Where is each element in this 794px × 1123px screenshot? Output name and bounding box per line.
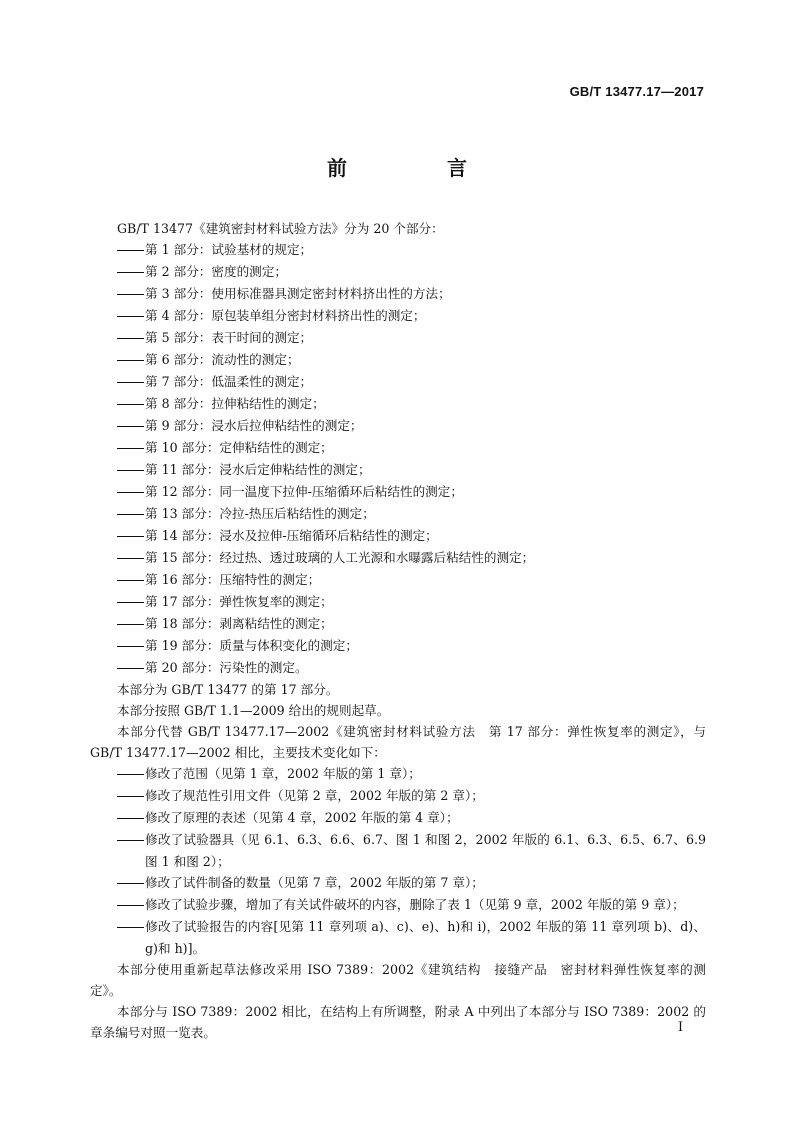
drafting-rules-paragraph: 本部分按照 GB/T 1.1—2009 给出的规则起草。 <box>117 703 390 718</box>
list-item-text: 第 5 部分：表干时间的测定； <box>145 330 313 345</box>
dash-marker <box>117 262 145 283</box>
intro-paragraph: GB/T 13477《建筑密封材料试验方法》分为 20 个部分： <box>117 221 444 236</box>
list-item-text: 修改了试验报告的内容[见第 11 章列项 a)、c)、e)、h)和 i)，2002 年版的第 11 章列项 b)、d)、g)和 h)]。 <box>145 919 706 956</box>
list-item <box>90 894 706 916</box>
list-item <box>90 327 706 349</box>
list-item-text: 第 9 部分：浸水后拉伸粘结性的测定； <box>145 418 363 433</box>
dash-marker <box>117 306 145 327</box>
part-statement-paragraph: 本部分为 GB/T 13477 的第 17 部分。 <box>117 682 339 697</box>
list-item <box>90 437 706 459</box>
list-item-text: 修改了试验器具（见 6.1、6.3、6.6、6.7、图 1 和图 2，2002 年版的 6.1、6.3、6.5、6.7、6.9 图 1 和图 2）； <box>145 832 706 869</box>
dash-marker <box>117 917 145 938</box>
dash-marker <box>117 570 145 591</box>
list-item-text: 第 12 部分：同一温度下拉伸-压缩循环后粘结性的测定； <box>145 484 463 499</box>
list-item-text: 第 1 部分：试验基材的规定； <box>145 242 313 257</box>
dash-marker <box>117 592 145 613</box>
dash-marker <box>117 284 145 305</box>
list-item-text: 第 10 部分：定伸粘结性的测定； <box>145 440 333 455</box>
list-item-text: 第 3 部分：使用标准器具测定密封材料挤出性的方法； <box>145 286 451 301</box>
parts-list <box>90 239 706 679</box>
dash-marker <box>117 482 145 503</box>
list-item-text: 第 8 部分：拉伸粘结性的测定； <box>145 396 325 411</box>
dash-marker <box>117 438 145 459</box>
changes-list <box>90 763 706 959</box>
dash-marker <box>117 764 145 785</box>
list-item <box>90 525 706 547</box>
dash-marker <box>117 786 145 807</box>
list-item <box>90 785 706 807</box>
list-item <box>90 613 706 635</box>
list-item-text: 第 6 部分：流动性的测定； <box>145 352 300 367</box>
dash-marker <box>117 895 145 916</box>
dash-marker <box>117 873 145 894</box>
list-item <box>90 239 706 261</box>
list-item <box>90 415 706 437</box>
list-item-text: 第 18 部分：剥离粘结性的测定； <box>145 616 333 631</box>
list-item <box>90 459 706 481</box>
dash-marker <box>117 460 145 481</box>
list-item <box>90 283 706 305</box>
dash-marker <box>117 614 145 635</box>
dash-marker <box>117 830 145 851</box>
list-item-text: 第 13 部分：冷拉-热压后粘结性的测定； <box>145 506 375 521</box>
list-item <box>90 547 706 569</box>
list-item-text: 第 4 部分：原包装单组分密封材料挤出性的测定； <box>145 308 426 323</box>
list-item <box>90 829 706 872</box>
list-item <box>90 763 706 785</box>
page-title: 前 言 <box>327 156 507 180</box>
dash-marker <box>117 416 145 437</box>
list-item <box>90 591 706 613</box>
list-item-text: 第 7 部分：低温柔性的测定； <box>145 374 313 389</box>
dash-marker <box>117 658 145 679</box>
dash-marker <box>117 504 145 525</box>
list-item-text: 第 19 部分：质量与体积变化的测定； <box>145 638 358 653</box>
list-item <box>90 657 706 679</box>
dash-marker <box>117 328 145 349</box>
iso-adoption-paragraph: 本部分使用重新起草法修改采用 ISO 7389：2002《建筑结构 接缝产品 密封材料弹性恢复率的测定》。 <box>90 962 706 998</box>
dash-marker <box>117 526 145 547</box>
dash-marker <box>117 808 145 829</box>
list-item <box>90 481 706 503</box>
list-item <box>90 349 706 371</box>
list-item-text: 修改了原理的表述（见第 4 章，2002 年版的第 4 章）； <box>145 810 459 825</box>
list-item <box>90 635 706 657</box>
list-item <box>90 261 706 283</box>
list-item <box>90 569 706 591</box>
page-number: I <box>678 1019 683 1034</box>
list-item-text: 修改了范围（见第 1 章，2002 年版的第 1 章）； <box>145 766 421 781</box>
list-item-text: 第 11 部分：浸水后定伸粘结性的测定； <box>145 462 371 477</box>
list-item <box>90 393 706 415</box>
document-body <box>90 218 706 1043</box>
list-item-text: 第 17 部分：弹性恢复率的测定； <box>145 594 333 609</box>
list-item <box>90 371 706 393</box>
list-item-text: 第 15 部分：经过热、透过玻璃的人工光源和水曝露后粘结性的测定； <box>145 550 535 565</box>
list-item-text: 修改了规范性引用文件（见第 2 章，2002 年版的第 2 章）； <box>145 788 484 803</box>
list-item-text: 第 20 部分：污染性的测定。 <box>145 660 308 675</box>
structure-paragraph: 本部分与 ISO 7389：2002 相比，在结构上有所调整，附录 A 中列出了本部分与 ISO 7389：2002 的章条编号对照一览表。 <box>90 1004 706 1040</box>
list-item <box>90 872 706 894</box>
replacement-paragraph: 本部分代替 GB/T 13477.17—2002《建筑密封材料试验方法 第 17 部分：弹性恢复率的测定》，与 GB/T 13477.17—2002 相比，主要技术变化如下： <box>90 724 706 760</box>
dash-marker <box>117 350 145 371</box>
dash-marker <box>117 372 145 393</box>
dash-marker <box>117 636 145 657</box>
list-item <box>90 503 706 525</box>
list-item <box>90 807 706 829</box>
list-item <box>90 305 706 327</box>
list-item-text: 修改了试件制备的数量（见第 7 章，2002 年版的第 7 章）； <box>145 875 484 890</box>
list-item-text: 第 2 部分：密度的测定； <box>145 264 287 279</box>
standard-code: GB/T 13477.17—2017 <box>569 84 704 99</box>
list-item <box>90 916 706 959</box>
dash-marker <box>117 394 145 415</box>
dash-marker <box>117 240 145 261</box>
dash-marker <box>117 548 145 569</box>
list-item-text: 第 16 部分：压缩特性的测定； <box>145 572 321 587</box>
list-item-text: 第 14 部分：浸水及拉伸-压缩循环后粘结性的测定； <box>145 528 438 543</box>
list-item-text: 修改了试验步骤，增加了有关试件破坏的内容，删除了表 1（见第 9 章，2002 年版的第 9 章）； <box>145 897 685 912</box>
